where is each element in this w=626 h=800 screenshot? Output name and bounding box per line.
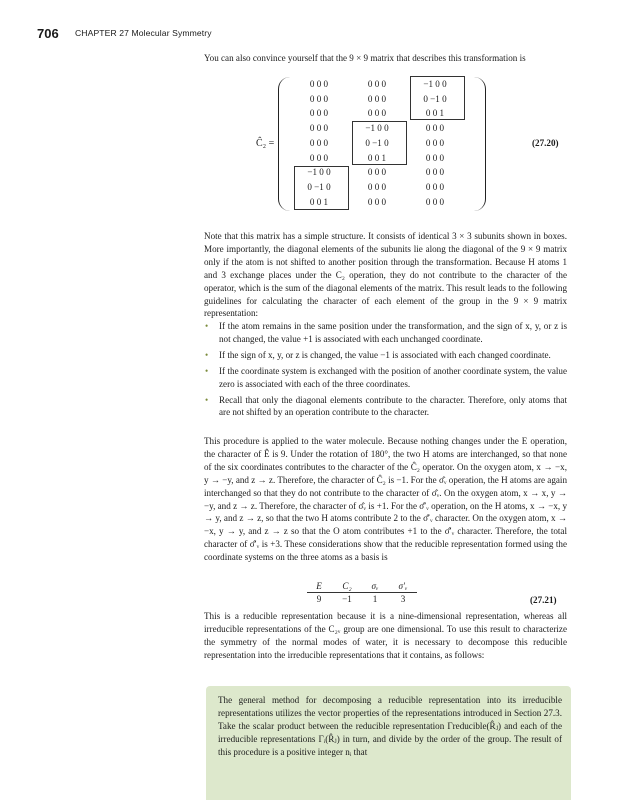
matrix-block: 0 0 0 xyxy=(425,181,445,192)
matrix-block: 0 0 0 xyxy=(309,79,329,89)
matrix-block: 0 0 0 xyxy=(309,108,329,119)
paragraph: Note that this matrix has a simple structure. It consists of identical 3 × 3 subunits shown in boxes. More importantly, the diagonal elements of the subunits lie along the diagonal of the 9 × 9 matrix only if the atom is not shifted to another position through the transformation. Because H atoms 1 and 3 exchange places under the C₂ operation, they do not contribute to the character of the operator, which is the sum of the diagonal elements of the matrix. This result leads to the following guidelines for calculating the character of each element of the group in the 9 × 9 matrix representation: xyxy=(204,231,567,319)
paragraph: This procedure is applied to the water molecule. Because nothing changes under the E operation, the character of Ê is 9. Under the rotation of 180°, the two H atoms are interchanged, so that none of the six coordinates contributes to the character of the Ĉ₂ operator. On the oxygen atom, x → −x, y → −y, and z → z. Therefore, the character of Ĉ₂ is −1. For the σ̂ᵥ operation, the H atoms are again interchanged so that they do not contribute to the character of σ̂ᵥ. On the oxygen atom, x → x, y → −y, and z → z. Therefore, the character of σ̂ᵥ is +1. For the σ̂′ᵥ operation, on the H atoms, x → −x, y → y, and z → z, so that the two H atoms contribute 2 to the σ̂′ᵥ character. On the oxygen atom, x → −x, y → y, and z → z so that the O atom contributes +1 to the σ̂′ᵥ character. Therefore, the total character of σ̂′ᵥ is +3. These considerations show that the reducible representation formed using the coordinate systems on the three atoms as a basis is xyxy=(204,436,567,563)
matrix-block: 0 0 1 xyxy=(309,196,329,207)
value-cell: 3 xyxy=(400,594,406,604)
matrix-block: 0 0 1 xyxy=(425,108,445,119)
matrix-block: 0 0 0 xyxy=(425,137,445,148)
matrix-row xyxy=(292,153,472,167)
bullet-icon: • xyxy=(205,394,209,405)
bullet-icon: • xyxy=(205,349,209,360)
matrix-block: 0 0 0 xyxy=(367,181,387,192)
equation-number: (27.21) xyxy=(530,595,557,605)
matrix-row xyxy=(292,108,472,122)
value-cell: −1 xyxy=(342,594,352,604)
list-item: • Recall that only the diagonal elements contribute to the character. Therefore, only atoms that are not shifted by an operation contribute to the character. xyxy=(205,394,567,418)
matrix-block: 0 0 0 xyxy=(367,108,387,119)
matrix-block: 0 −1 0 xyxy=(423,93,447,104)
guideline-list xyxy=(204,320,567,422)
matrix-row xyxy=(292,79,472,93)
list-item: • If the coordinate system is exchanged with the position of another coordinate system, the value zero is associated with each of the three coordinates. xyxy=(205,365,567,389)
left-paren xyxy=(278,77,290,211)
value-cell: 9 xyxy=(316,594,322,604)
matrix-block: 0 0 0 xyxy=(425,152,445,163)
list-item: • If the sign of x, y, or z is changed, the value −1 is associated with each changed coordinate. xyxy=(205,349,551,360)
character-table xyxy=(307,580,417,607)
note-text: The general method for decomposing a reducible representation into its irreducible representations utilizes the vector properties of the representations introduced in Section 27.3. Take the scalar product between the reducible representation Γreducible(R̂ⱼ) and each of the irreducible representations Γᵢ(R̂ⱼ) in turn, and divide by the order of the group. The result of this procedure is a positive integer nᵢ that xyxy=(218,695,562,757)
matrix-block: 0 0 0 xyxy=(367,196,387,207)
matrix-block: −1 0 0 xyxy=(365,123,389,134)
matrix-row xyxy=(292,138,472,152)
matrix-row xyxy=(292,123,472,137)
chapter-title: CHAPTER 27 Molecular Symmetry xyxy=(75,28,212,38)
matrix-block: 0 0 0 xyxy=(309,93,329,104)
value-cell: 1 xyxy=(372,594,378,604)
matrix-block: 0 0 0 xyxy=(367,167,387,178)
matrix-block: −1 0 0 xyxy=(423,79,447,89)
matrix-block: 0 0 0 xyxy=(425,167,445,178)
page-header xyxy=(0,26,626,42)
matrix-row xyxy=(292,167,472,181)
matrix-block: 0 −1 0 xyxy=(365,137,389,148)
intro-sentence: You can also convince yourself that the 9 × 9 matrix that describes this transformation is xyxy=(204,53,526,63)
header-cell: σᵥ xyxy=(371,581,379,591)
header-cell: C₂ xyxy=(342,581,352,591)
matrix-block: 0 −1 0 xyxy=(307,181,331,192)
bullet-icon: • xyxy=(205,321,209,331)
matrix-block: 0 0 0 xyxy=(309,137,329,148)
matrix-equation xyxy=(250,77,568,212)
matrix-row xyxy=(292,197,472,211)
matrix-lhs: Ĉ₂ = xyxy=(256,138,275,149)
matrix-block: 0 0 0 xyxy=(367,93,387,104)
matrix-row xyxy=(292,182,472,196)
matrix-block: 0 0 0 xyxy=(425,196,445,207)
paragraph: This is a reducible representation because it is a nine-dimensional representation, whereas all irreducible representations of the C₂ᵥ group are one dimensional. To use this result to characterize the symmetry of the normal modes of water, it is necessary to decompose this reducible representation into the irreducible representations that it contains, as follows: xyxy=(204,611,567,660)
list-item: • If the atom remains in the same position under the transformation, and the sign of x, y, or z is not changed, the value +1 is associated with each unchanged coordinate. xyxy=(205,321,567,344)
bullet-icon: • xyxy=(205,365,209,376)
matrix-block: 0 0 0 xyxy=(309,123,329,134)
matrix-block: 0 0 0 xyxy=(309,152,329,163)
header-cell: σ′ᵥ xyxy=(398,581,408,591)
matrix-block: 0 0 0 xyxy=(367,79,387,89)
right-paren xyxy=(474,77,486,211)
character-table-header xyxy=(307,580,417,593)
matrix-block: 0 0 1 xyxy=(367,152,387,163)
matrix-block: 0 0 0 xyxy=(425,123,445,134)
matrix-row xyxy=(292,94,472,108)
note-box xyxy=(206,686,571,800)
header-cell: E xyxy=(316,581,322,591)
equation-number: (27.20) xyxy=(532,138,559,148)
page-number: 706 xyxy=(37,26,59,41)
matrix-block: −1 0 0 xyxy=(307,167,331,178)
character-table-values xyxy=(307,593,417,607)
